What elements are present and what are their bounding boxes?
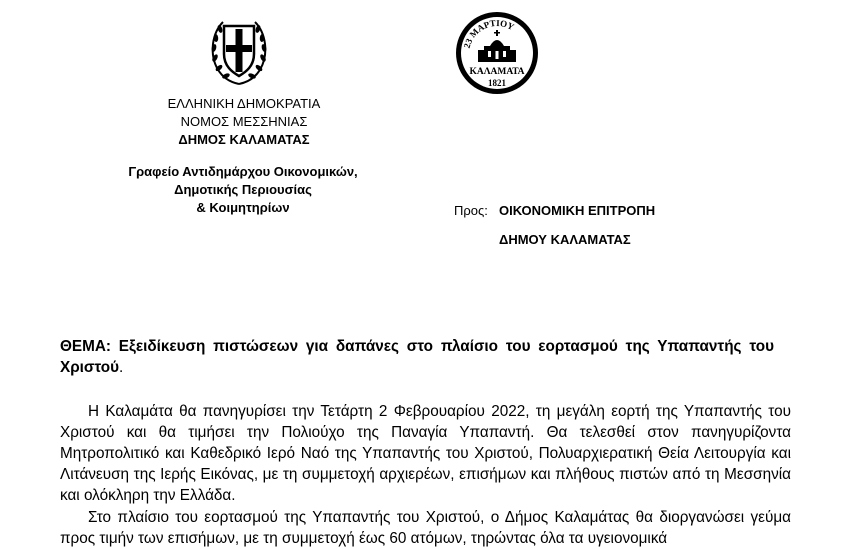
recipient-line-2: ΔΗΜΟΥ ΚΑΛΑΜΑΤΑΣ xyxy=(499,232,631,247)
recipient-prefix: Προς: xyxy=(454,203,488,218)
prefecture-line: ΝΟΜΟΣ ΜΕΣΣΗΝΙΑΣ xyxy=(180,114,308,129)
kalamata-seal-logo xyxy=(454,10,540,96)
office-line-2: Δημοτικής Περιουσίας xyxy=(174,182,312,197)
seal-top-text: 23 ΜΑΡΤΙΟΥ xyxy=(461,17,516,50)
issuer-header xyxy=(134,95,354,149)
seal-city: ΚΑΛΑΜΑΤΑ xyxy=(469,67,525,77)
office-line-1: Γραφείο Αντιδημάρχου Οικονομικών, xyxy=(128,164,358,179)
municipality-line: ΔΗΜΟΣ ΚΑΛΑΜΑΤΑΣ xyxy=(178,132,310,147)
office-line-3: & Κοιμητηρίων xyxy=(196,200,290,215)
greek-emblem-logo xyxy=(209,14,269,86)
republic-line: ΕΛΛΗΝΙΚΗ ΔΗΜΟΚΡΑΤΙΑ xyxy=(167,96,321,111)
recipient-line-1: ΟΙΚΟΝΟΜΙΚΗ ΕΠΙΤΡΟΠΗ xyxy=(499,203,656,218)
subject-text: ΘΕΜΑ: Εξειδίκευση πιστώσεων για δαπάνες στο πλαίσιο του εορτασμού της Υπαπαντής του Χριστού xyxy=(60,338,774,376)
subject-end: . xyxy=(119,359,124,376)
seal-year: 1821 xyxy=(488,78,506,88)
body-paragraph-1: Η Καλαμάτα θα πανηγυρίσει την Τετάρτη 2 Φεβρουαρίου 2022, τη μεγάλη εορτή της Υπαπαντής του Χριστού και θα τιμήσει την Πολιούχο της Παναγία Υπαπαντή. Θα τελεσθεί στον πανηγυρίζοντα Μητροπολιτικό και Καθεδρικό Ιερό Ναό της Υπαπαντής του Χριστού, Πολυαρχιερατική Θεία Λειτουργία και Λιτάνευση της Ιερής Εικόνας, με τη συμμετοχή αρχιερέων, επισήμων και πλήθους πιστών από τη Μεσσηνία και ολόκληρη την Ελλάδα. xyxy=(60,403,791,504)
body-paragraph-2: Στο πλαίσιο του εορτασμού της Υπαπαντής του Χριστού, ο Δήμος Καλαμάτας θα διοργανώσει γεύμα προς τιμήν των επισήμων, με τη συμμετοχή έως 60 ατόμων, τηρώντας όλα τα υγειονομικά xyxy=(60,509,791,547)
subject-line xyxy=(60,336,774,378)
office-block xyxy=(100,163,386,217)
